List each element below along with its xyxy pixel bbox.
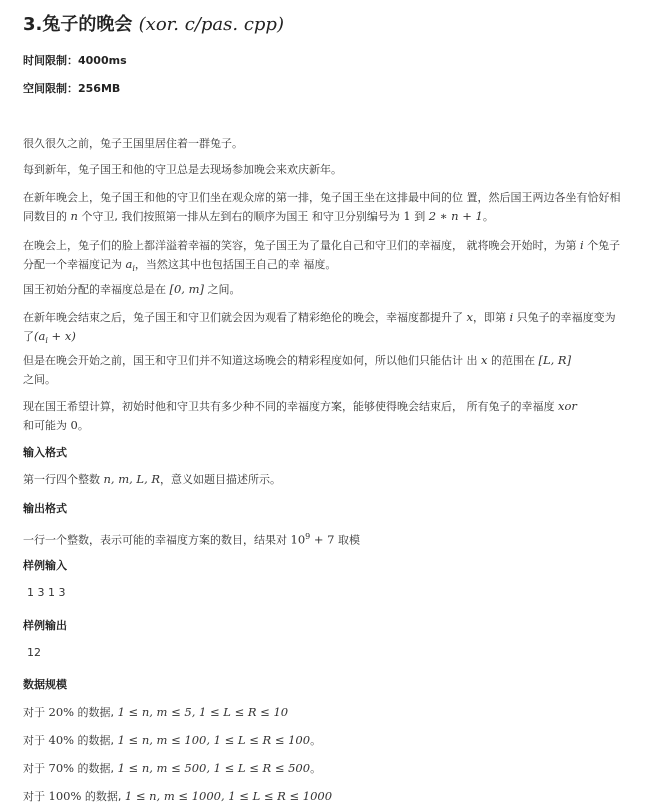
- p8-text-2: 和可能为: [23, 419, 71, 432]
- constraint-end: 。: [310, 734, 322, 747]
- constraint-cond: 1 ≤ n, m ≤ 500, 1 ≤ L ≤ R ≤ 500: [117, 761, 311, 775]
- description-p4: [23, 236, 623, 278]
- p5-text-2: 之间。: [204, 283, 241, 296]
- input-format-heading: 输入格式: [23, 446, 67, 459]
- description-p5: [23, 280, 623, 299]
- description-p1: 很久很久之前，兔子王国里居住着一群兔子。: [23, 137, 243, 150]
- constraint-row: [23, 703, 623, 722]
- p4-text-3: ，当然这其中也包括国王自己的幸 福度。: [134, 258, 337, 271]
- input-text-1: 第一行四个整数: [23, 473, 104, 486]
- p3-one: 1: [403, 209, 411, 223]
- p5-text-1: 国王初始分配的幸福度总是在: [23, 283, 170, 296]
- sample-input-heading: 样例输入: [23, 559, 67, 572]
- constraint-pre: 对于: [23, 734, 49, 747]
- p6-expr-tail: + x): [47, 329, 76, 343]
- output-tail: + 7: [310, 532, 335, 547]
- p3-text-4: 。: [482, 210, 494, 223]
- description-p8: [23, 397, 623, 435]
- p8-text-1: 现在国王希望计算，初始时他和守卫共有多少种不同的幸福度方案，能够使得晚会结束后， 所有兔子的幸福度: [23, 400, 558, 413]
- constraint-mid: 的数据,: [74, 734, 118, 747]
- constraint-pre: 对于: [23, 706, 49, 719]
- sample-output-heading: 样例输出: [23, 619, 67, 632]
- constraint-pre: 对于: [23, 762, 49, 775]
- p6-var-i: i: [509, 310, 514, 324]
- p7-text-2: 的范围在: [487, 354, 539, 367]
- constraint-end: 。: [310, 762, 322, 775]
- p4-var-ai-sub: i: [132, 264, 135, 274]
- p6-text-2: ，即第: [473, 311, 510, 324]
- p8-xor: xor: [558, 399, 577, 413]
- constraint-cond: 1 ≤ n, m ≤ 1000, 1 ≤ L ≤ R ≤ 1000: [124, 789, 333, 803]
- constraint-mid: 的数据,: [74, 762, 118, 775]
- problem-title: [23, 10, 284, 36]
- p7-var-x: x: [481, 353, 488, 367]
- problem-title-files: (xor. c/pas. cpp): [138, 14, 284, 35]
- constraint-row: [23, 759, 623, 778]
- p6-var-x: x: [466, 310, 473, 324]
- output-text-1: 一行一个整数，表示可能的幸福度方案的数目，结果对: [23, 533, 291, 547]
- p4-text-2: 个兔子分配一个幸福度记为: [23, 239, 621, 271]
- constraints-heading: 数据规模: [23, 678, 67, 691]
- description-p6: [23, 308, 623, 350]
- p5-range: [0, m]: [169, 282, 205, 296]
- constraint-cond: 1 ≤ n, m ≤ 5, 1 ≤ L ≤ R ≤ 10: [117, 705, 289, 719]
- p6-text-3: 只兔子的幸福度变为了: [23, 311, 616, 343]
- output-text-2: 取模: [334, 533, 360, 547]
- constraint-row: [23, 731, 623, 750]
- p4-var-i: i: [580, 238, 584, 252]
- description-p3: [23, 188, 623, 226]
- constraint-row: [23, 787, 623, 806]
- p6-expr-sub: i: [45, 336, 48, 346]
- constraint-pct: 70%: [48, 761, 75, 775]
- p6-text-1: 在新年晚会结束之后，兔子国王和守卫们就会因为观看了精彩绝伦的晚会，幸福度都提升了: [23, 311, 467, 324]
- constraint-mid: 的数据,: [81, 790, 125, 803]
- constraint-cond: 1 ≤ n, m ≤ 100, 1 ≤ L ≤ R ≤ 100: [117, 733, 311, 747]
- sample-output-value: 12: [27, 646, 41, 659]
- constraint-pre: 对于: [23, 790, 49, 803]
- output-format-heading: 输出格式: [23, 502, 67, 515]
- output-base: 10: [290, 532, 306, 547]
- p6-expr: (a: [34, 329, 46, 343]
- problem-title-text: 3.兔子的晚会: [23, 14, 133, 35]
- p7-text-1: 但是在晚会开始之前，国王和守卫们并不知道这场晚会的精彩程度如何，所以他们只能估计 出: [23, 354, 481, 367]
- constraint-mid: 的数据,: [74, 706, 118, 719]
- constraint-pct: 100%: [48, 789, 82, 803]
- output-format-text: [23, 527, 623, 550]
- p4-var-ai: a: [125, 257, 133, 271]
- memory-limit: 空间限制：256MB: [23, 82, 121, 95]
- output-exp: 9: [305, 532, 311, 541]
- p3-formula: 2 ∗ n + 1: [428, 209, 483, 223]
- p3-text-3: 到: [410, 210, 429, 223]
- p3-text-1: 在新年晚会上，兔子国王和他的守卫们坐在观众席的第一排，兔子国王坐在这排最中间的位 置，然后国王两边各坐有恰好相同数目的: [23, 191, 621, 223]
- input-vars: n, m, L, R: [103, 472, 161, 486]
- p4-text-1: 在晚会上，兔子们的脸上都洋溢着幸福的笑容，兔子国王为了量化自己和守卫们的幸福度， 就将晚会开始时，为第: [23, 239, 580, 252]
- input-text-2: ，意义如题目描述所示。: [160, 473, 282, 486]
- p8-zero: 0: [70, 418, 78, 432]
- constraint-pct: 40%: [48, 733, 75, 747]
- description-p7: [23, 351, 623, 389]
- time-limit: 时间限制：4000ms: [23, 54, 127, 67]
- sample-input-value: 1 3 1 3: [27, 586, 66, 599]
- constraint-pct: 20%: [48, 705, 75, 719]
- description-p2: 每到新年，兔子国王和他的守卫总是去现场参加晚会来欢庆新年。: [23, 163, 342, 176]
- p3-text-2: 个守卫, 我们按照第一排从左到右的顺序为国王 和守卫分别编号为: [77, 210, 404, 223]
- input-format-text: [23, 470, 623, 489]
- p3-var-n: n: [70, 209, 78, 223]
- p8-text-3: 。: [77, 419, 89, 432]
- p7-text-3: 之间。: [23, 373, 56, 386]
- p7-range: [L, R]: [538, 353, 572, 367]
